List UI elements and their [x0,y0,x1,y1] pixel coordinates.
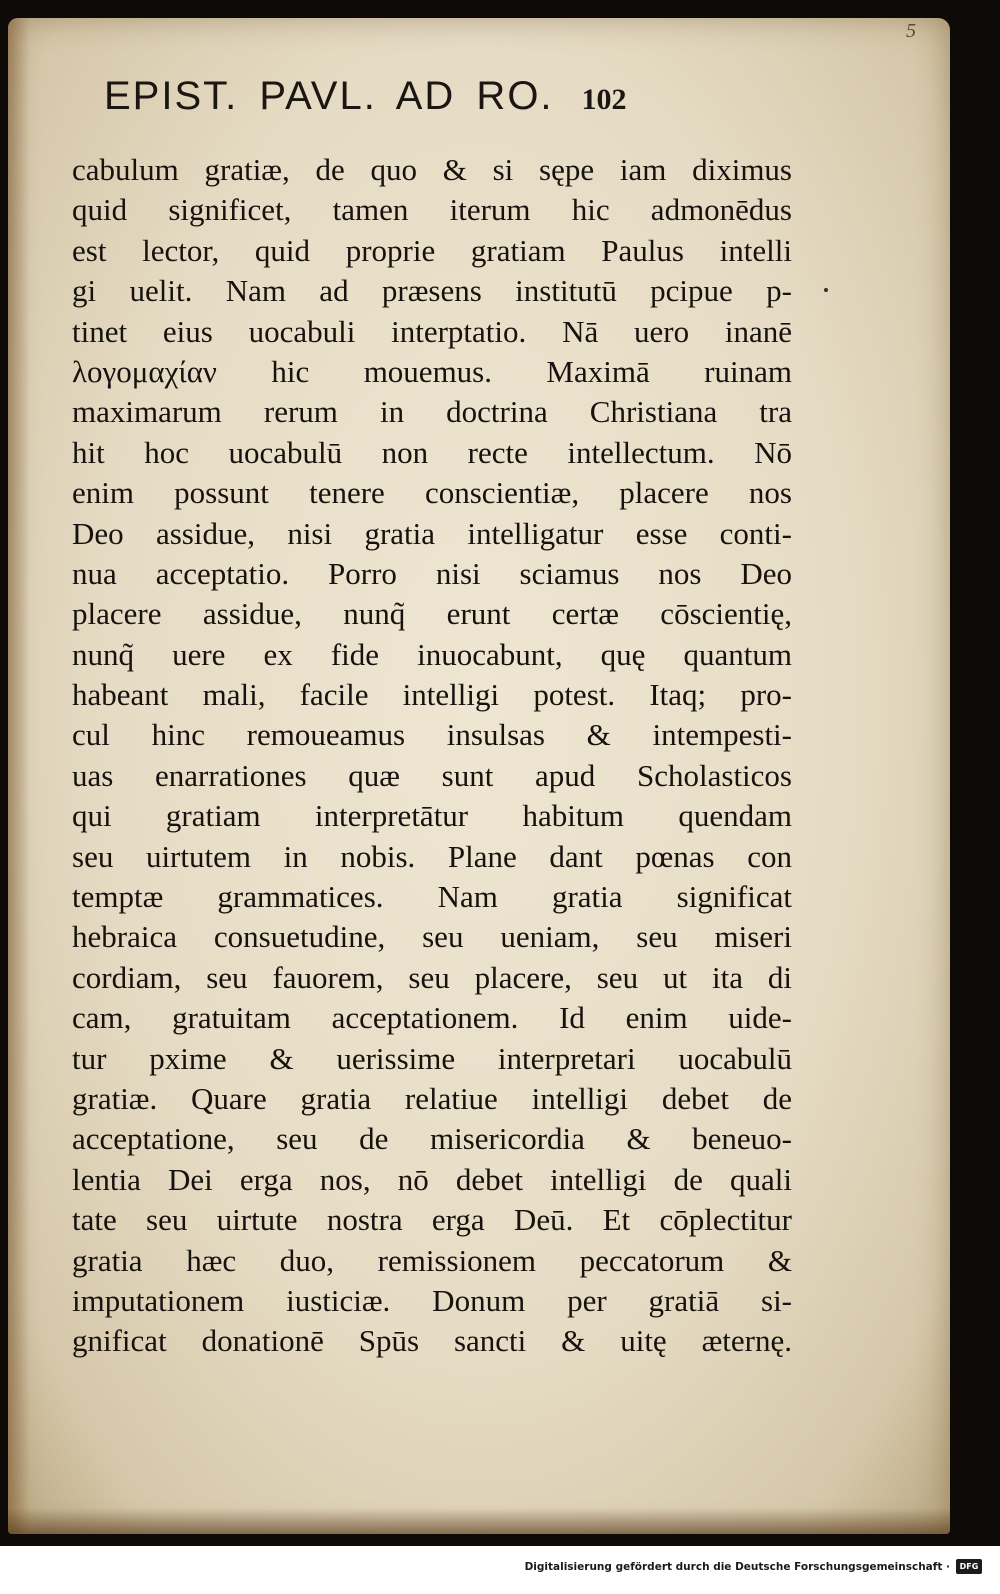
text-line: qui gratiam interpretātur habitum quendam [72,798,792,834]
folio-number: 102 [581,83,627,116]
running-head [104,74,804,134]
funding-credit: Digitalisierung gefördert durch die Deutsche Forschungsgemeinschaft · [524,1561,950,1573]
text-line: quid significet, tamen iterum hic admonēdus [72,192,792,228]
text-line: nua acceptatio. Porro nisi sciamus nos Deo [72,555,792,591]
text-line: Deo assidue, nisi gratia intelligatur esse conti- [72,515,792,551]
text-line: habeant mali, facile intelligi potest. Itaq; pro- [72,677,792,713]
text-line: hebraica consuetudine, seu ueniam, seu miseri [72,919,792,955]
text-line: tur pxime & uerissime interpretari uocabulū [72,1040,792,1076]
running-head-title: EPIST. PAVL. AD RO. [104,74,554,118]
text-line: placere assidue, nunq̃ erunt certæ cōscientię, [72,596,792,632]
text-line: gratiæ. Quare gratia relatiue intelligi debet de [72,1080,792,1116]
text-line: uas enarrationes quæ sunt apud Scholasticos [72,757,792,793]
text-line: gratia hæc duo, remissionem peccatorum & [72,1242,792,1278]
corner-mark: 5 [906,20,916,42]
text-line: gnificat donationē Spūs sancti & uitę æternę. [72,1323,792,1359]
text-line: cabulum gratiæ, de quo & si sępe iam diximus [72,152,792,187]
text-line: λογομαχίαν hic mouemus. Maximā ruinam [72,353,792,389]
ink-speck [824,288,828,292]
text-line: cul hinc remoueamus insulsas & intempesti- [72,717,792,753]
dfg-logo-icon: DFG [956,1559,982,1574]
text-line: acceptatione, seu de misericordia & beneuo- [72,1121,792,1157]
text-line: tinet eius uocabuli interptatio. Nā uero inanē [72,313,792,349]
book-page [8,18,950,1534]
text-line: gi uelit. Nam ad præsens institutū pcipue p- [72,273,792,309]
text-line: tate seu uirtute nostra erga Deū. Et cōplectitur [72,1202,792,1238]
text-block [72,150,792,1362]
text-line: nunq̃ uere ex fide inuocabunt, quę quantum [72,636,792,672]
text-line: lentia Dei erga nos, nō debet intelligi de quali [72,1161,792,1197]
text-line: temptæ grammatices. Nam gratia significat [72,879,792,915]
text-line: seu uirtutem in nobis. Plane dant pœnas con [72,838,792,874]
text-line: imputationem iusticiæ. Donum per gratiā si- [72,1282,792,1318]
text-line: hit hoc uocabulū non recte intellectum. Nō [72,434,792,470]
text-line: enim possunt tenere conscientiæ, placere nos [72,475,792,511]
text-line: est lector, quid proprie gratiam Paulus intelli [72,232,792,268]
text-line: cordiam, seu fauorem, seu placere, seu ut ita di [72,959,792,995]
text-line: cam, gratuitam acceptationem. Id enim uide- [72,1000,792,1036]
text-line: maximarum rerum in doctrina Christiana tra [72,394,792,430]
